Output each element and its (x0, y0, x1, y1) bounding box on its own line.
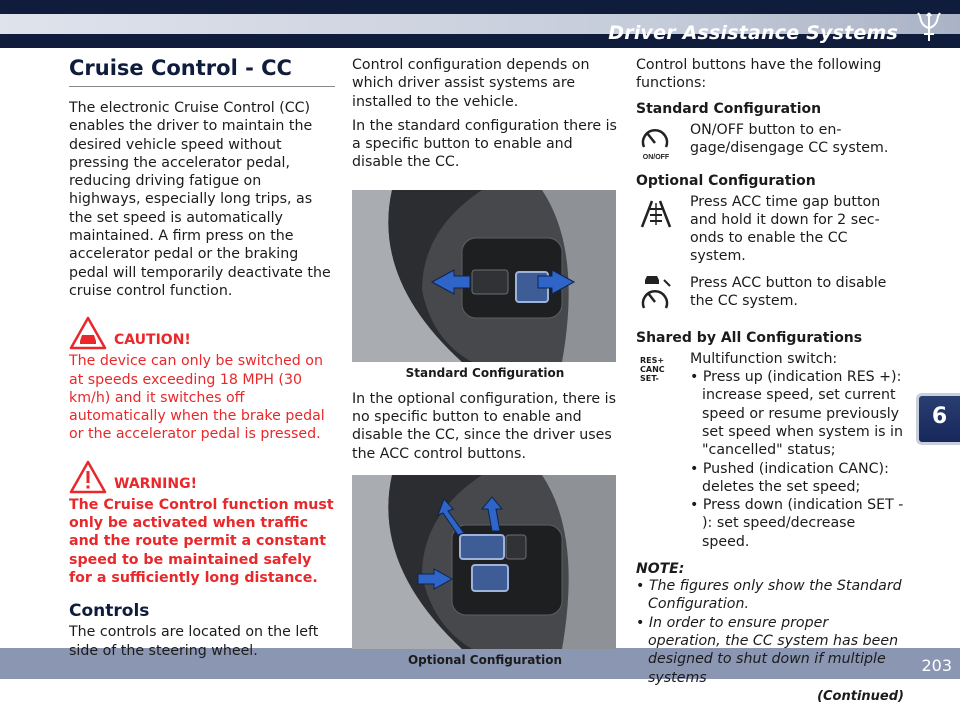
bullet-set: • Press down (indication SET - ): set speed/decrease speed. (690, 497, 904, 550)
acc-speedometer-icon (636, 274, 676, 314)
continued-label: (Continued) (817, 688, 904, 704)
switch-description (690, 350, 904, 551)
gap-function-row (636, 193, 904, 266)
optional-config-paragraph: In the optional configuration, there is no specific button to enable and disable the CC, since the driver uses the ACC control buttons. (352, 390, 616, 462)
multifunction-switch-labels (636, 350, 690, 551)
config-paragraph: Control configuration depends on which driver assist systems are installed to the vehicle. (352, 57, 590, 110)
intro-paragraph: The electronic Cruise Control (CC) enables the driver to maintain the desired vehicle speed without pressing the accelerator pedal, reducing driving fatigue on highways, especially long trips, as the set speed is automatically maintained. A firm press on the accelerator pedal or the braking pedal will temporarily deactivate the cruise control function. (69, 100, 331, 299)
cruise-onoff-icon (636, 121, 676, 161)
onoff-label: ON/OFF (642, 153, 670, 161)
chapter-tab[interactable] (916, 393, 960, 445)
caution-car-icon (69, 316, 107, 350)
caution-box (69, 316, 335, 443)
onoff-icon-wrap (636, 121, 690, 165)
note-title: NOTE: (636, 561, 685, 578)
res-plus-label: RES+ (640, 355, 665, 365)
canc-label: CANC (640, 364, 665, 374)
controls-heading: Controls (69, 601, 150, 622)
note-list (636, 577, 904, 687)
header-title: Driver Assistance Systems (608, 22, 898, 44)
warning-box (69, 460, 335, 587)
column-1 (69, 56, 335, 660)
switch-bullets (690, 368, 904, 551)
set-minus-label: SET- (640, 373, 659, 383)
column-3 (636, 56, 904, 704)
note-item-1: • The figures only show the Standard Configuration. (636, 578, 902, 613)
note-item-2: • In order to ensure proper operation, the CC system has been designed to shut down if multiple systems (636, 614, 899, 686)
standard-config-caption: Standard Configuration (405, 365, 565, 380)
chapter-number: 6 (931, 404, 948, 429)
onoff-function-row (636, 121, 904, 165)
onoff-text: ON/OFF button to en-gage/disengage CC system. (690, 121, 889, 156)
maserati-trident-icon (912, 10, 946, 44)
bullet-canc: • Pushed (indication CANC): deletes the set speed; (690, 460, 889, 495)
column-2 (352, 56, 618, 667)
warning-exclamation-icon (69, 460, 107, 494)
section-title: Cruise Control - CC (69, 56, 335, 87)
acc-icon-wrap (636, 274, 690, 318)
optional-config-photo (352, 475, 616, 649)
gap-text: Press ACC time gap button and hold it down for 2 sec-onds to enable the CC system. (690, 193, 881, 265)
warning-text: The Cruise Control function must only be activated when traffic and the route permit a constant speed to be maintained safely for a sufficiently long distance. (69, 496, 334, 586)
optional-config-heading: Optional Configuration (636, 172, 816, 189)
functions-intro: Control buttons have the following functions: (636, 57, 882, 92)
standard-config-photo (352, 190, 616, 362)
standard-config-paragraph: In the standard configuration there is a specific button to enable and disable the CC. (352, 117, 617, 171)
caution-title: CAUTION! (114, 332, 191, 349)
acc-text: Press ACC button to disable the CC system. (690, 274, 887, 310)
switch-text: Multifunction switch: (690, 350, 838, 367)
warning-title: WARNING! (114, 475, 197, 492)
switch-function-row (636, 350, 904, 551)
bullet-res: • Press up (indication RES +): increase speed, set current speed or resume previously set speed when system is in "cancelled" status; (690, 369, 903, 459)
acc-function-row (636, 274, 904, 318)
gap-icon-wrap (636, 193, 690, 266)
optional-config-caption: Optional Configuration (407, 652, 563, 667)
page-header (0, 0, 960, 48)
standard-config-heading: Standard Configuration (636, 100, 822, 117)
controls-text: The controls are located on the left side of the steering wheel. (69, 624, 319, 659)
acc-time-gap-icon (636, 193, 676, 233)
page-number: 203 (921, 656, 952, 675)
caution-text: The device can only be switched on at speeds exceeding 18 MPH (30 km/h) and it switches off automatically when the brake pedal or the accelerator pedal is pressed. (69, 353, 325, 443)
shared-config-heading: Shared by All Configurations (636, 329, 863, 346)
